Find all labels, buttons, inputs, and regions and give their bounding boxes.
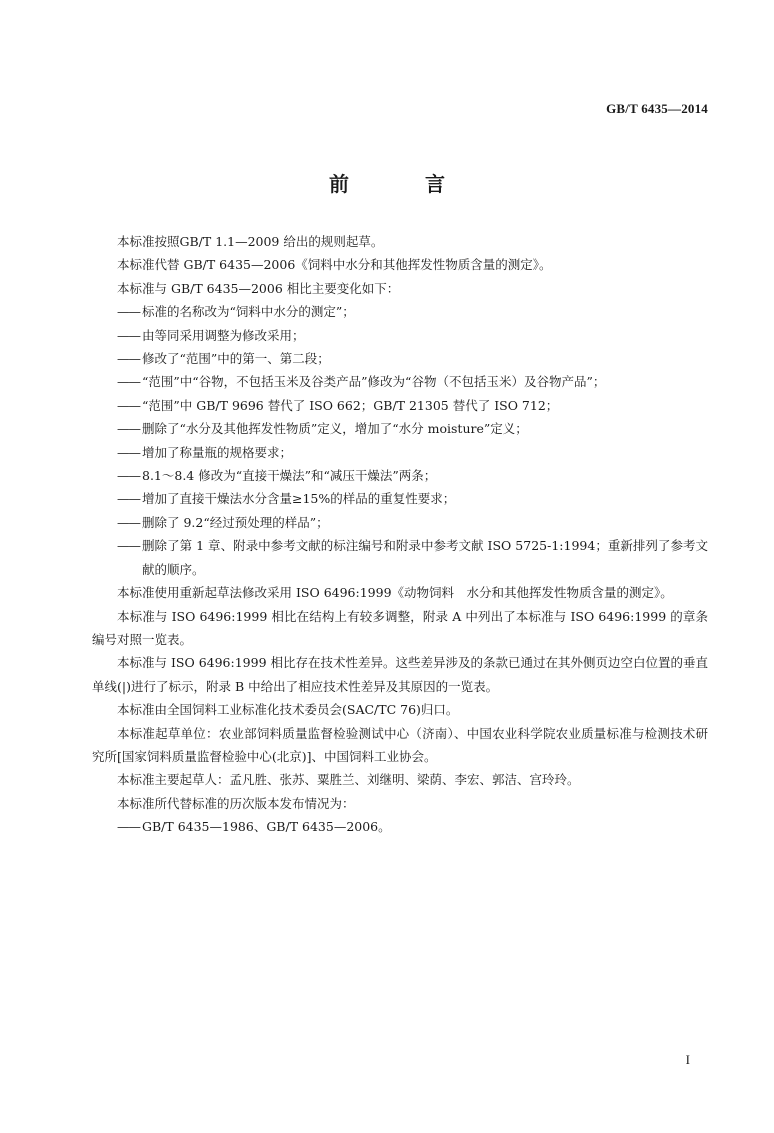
change-item: —— 删除了 9.2“经过预处理的样品”； bbox=[117, 514, 329, 530]
paragraph-structure: 本标准与 ISO 6496:1999 相比在结构上有较多调整，附录 A 中列出了本标准与 ISO 6496:1999 的章条编号对照一览表。 bbox=[92, 608, 708, 647]
change-item: —— 删除了“水分及其他挥发性物质”定义，增加了“水分 moisture”定义； bbox=[117, 421, 528, 437]
paragraph-drafting-units: 本标准起草单位：农业部饲料质量监督检验测试中心（济南）、中国农业科学院农业质量标准与检测技术研究所[国家饲料质量监督检验中心(北京)]、中国饲料工业协会。 bbox=[92, 725, 708, 764]
paragraph-changes-intro: 本标准与 GB/T 6435—2006 相比主要变化如下： bbox=[117, 280, 400, 296]
paragraph-technical-differences: 本标准与 ISO 6496:1999 相比存在技术性差异。这些差异涉及的条款已通过在其外侧页边空白位置的垂直单线(|)进行了标示，附录 B 中给出了相应技术性差异及其原因的一览表。 bbox=[92, 655, 709, 694]
paragraph-replaces: 本标准代替 GB/T 6435—2006《饲料中水分和其他挥发性物质含量的测定》。 bbox=[117, 257, 552, 273]
change-item: —— 删除了第 1 章、附录中参考文献的标注编号和附录中参考文献 ISO 5725-1:1994；重新排列了参考文献的顺序。 bbox=[117, 538, 708, 577]
change-item: —— 增加了直接干燥法水分含量≥15%的样品的重复性要求； bbox=[117, 491, 456, 507]
change-item: —— 修改了“范围”中的第一、第二段； bbox=[117, 351, 330, 367]
foreword-body bbox=[92, 230, 708, 839]
paragraph-drafters: 本标准主要起草人：孟凡胜、张苏、粟胜兰、刘继明、梁荫、李宏、郭洁、宫玲玲。 bbox=[117, 772, 580, 788]
change-item: —— 标准的名称改为“饲料中水分的测定”； bbox=[117, 304, 355, 320]
change-item: —— “范围”中 GB/T 9696 替代了 ISO 662；GB/T 21305 替代了 ISO 712； bbox=[117, 397, 559, 413]
page-number: I bbox=[685, 1052, 690, 1067]
previous-versions-item: —— GB/T 6435—1986、GB/T 6435—2006。 bbox=[117, 819, 391, 835]
change-item: —— 增加了称量瓶的规格要求； bbox=[117, 444, 293, 460]
change-item: —— “范围”中“谷物，不包括玉米及谷类产品”修改为“谷物（不包括玉米）及谷物产品”； bbox=[117, 374, 606, 390]
paragraph-committee: 本标准由全国饲料工业标准化技术委员会(SAC/TC 76)归口。 bbox=[117, 702, 459, 718]
page-title: 前 言 bbox=[329, 172, 473, 196]
paragraph-drafting-rule: 本标准按照GB/T 1.1—2009 给出的规则起草。 bbox=[117, 234, 384, 249]
paragraph-previous-versions-intro: 本标准所代替标准的历次版本发布情况为： bbox=[117, 795, 355, 811]
standard-code: GB/T 6435—2014 bbox=[606, 101, 708, 116]
change-item: —— 8.1～8.4 修改为“直接干燥法”和“减压干燥法”两条； bbox=[117, 468, 437, 484]
paragraph-adoption: 本标准使用重新起草法修改采用 ISO 6496:1999《动物饲料 水分和其他挥发性物质含量的测定》。 bbox=[117, 585, 673, 601]
change-item: —— 由等同采用调整为修改采用； bbox=[117, 327, 305, 343]
